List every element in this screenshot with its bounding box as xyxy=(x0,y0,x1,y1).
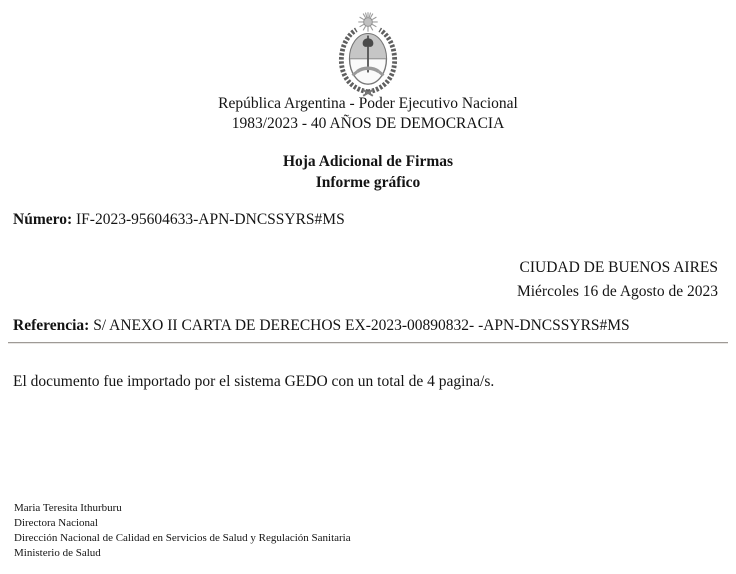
numero-label: Número: xyxy=(13,211,73,228)
numero-line xyxy=(13,211,345,229)
referencia-line xyxy=(13,317,718,335)
horizontal-divider xyxy=(8,342,728,344)
signer-ministry: Ministerio de Salud xyxy=(14,547,101,559)
city-date-block xyxy=(517,256,718,303)
referencia-label: Referencia: xyxy=(13,317,90,334)
numero-value: IF-2023-95604633-APN-DNCSSYRS#MS xyxy=(76,211,345,228)
signer-role: Directora Nacional xyxy=(14,517,98,529)
body-text: El documento fue importado por el sistema GEDO con un total de 4 pagina/s. xyxy=(13,373,495,390)
org-header xyxy=(0,94,736,134)
org-line-2: 1983/2023 - 40 AÑOS DE DEMOCRACIA xyxy=(231,115,505,132)
doc-subtitle: Informe gráfico xyxy=(315,174,421,191)
signature-block xyxy=(14,501,351,561)
document-titles xyxy=(0,151,736,193)
coat-of-arms-container xyxy=(0,12,736,103)
doc-title: Hoja Adicional de Firmas xyxy=(282,153,454,170)
city: CIUDAD DE BUENOS AIRES xyxy=(519,259,718,276)
signer-name: Maria Teresita Ithurburu xyxy=(14,502,122,514)
date: Miércoles 16 de Agosto de 2023 xyxy=(516,282,718,300)
referencia-value: S/ ANEXO II CARTA DE DERECHOS EX-2023-00890832- -APN-DNCSSYRS#MS xyxy=(93,317,630,334)
signer-office: Dirección Nacional de Calidad en Servicios de Salud y Regulación Sanitaria xyxy=(14,532,351,544)
argentina-coat-of-arms-icon xyxy=(334,12,402,98)
org-line-1: República Argentina - Poder Ejecutivo Nacional xyxy=(218,95,518,112)
